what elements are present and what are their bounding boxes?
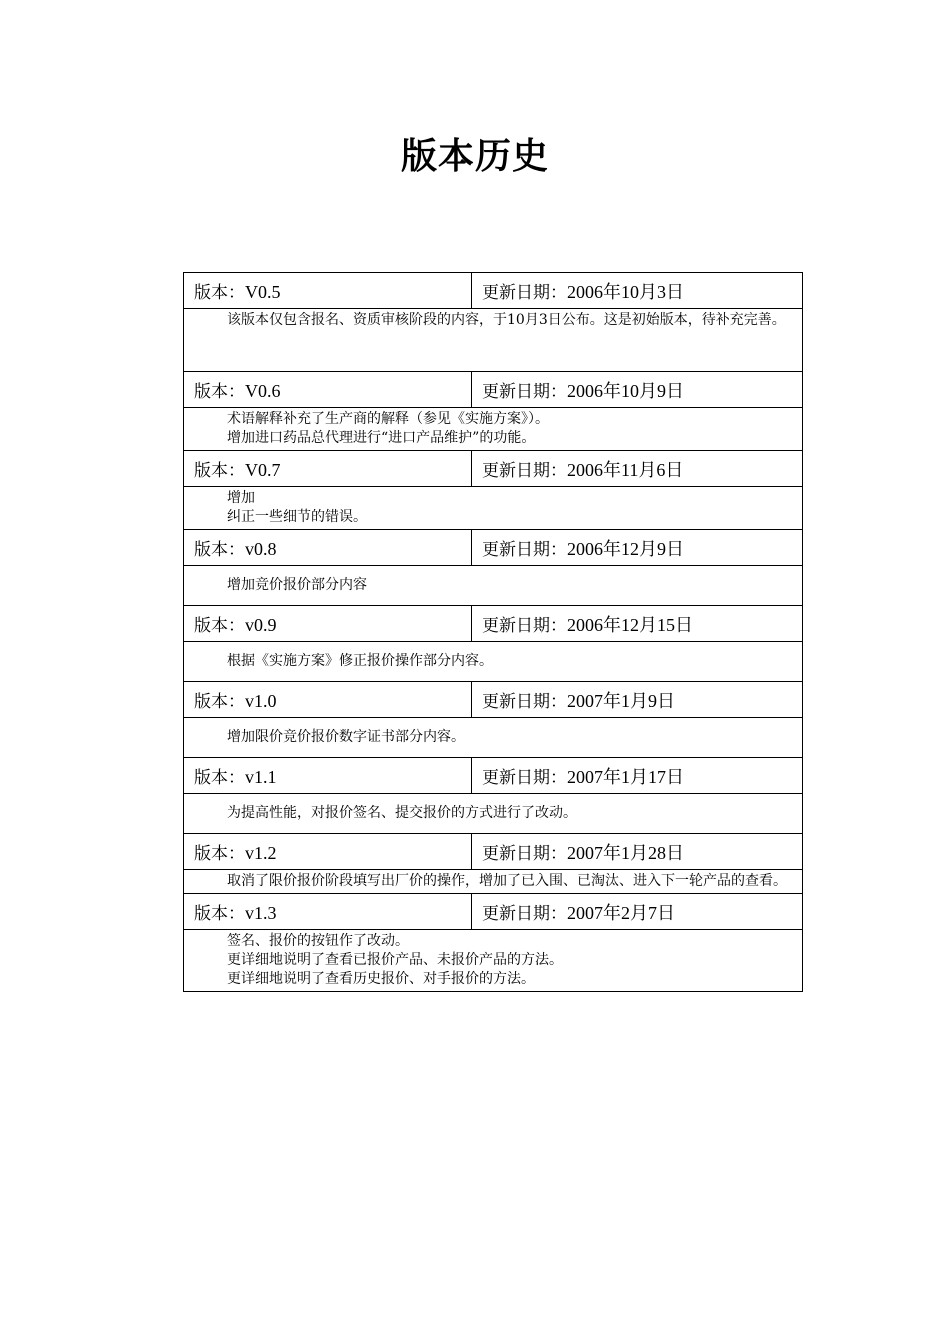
note-line: 签名、报价的按钮作了改动。 [227,933,409,949]
version-cell [184,894,472,930]
note-line: 增加进口药品总代理进行“进口产品维护”的功能。 [227,430,536,446]
date-cell [472,834,803,870]
date-value: 2007年1月9日 [567,690,675,711]
version-label: 版本： [194,616,245,636]
date-cell [472,273,803,309]
date-value: 2006年10月9日 [567,380,684,401]
version-header-row [184,451,803,487]
version-value: V0.6 [245,381,281,401]
date-cell [472,606,803,642]
version-value: V0.7 [245,460,281,480]
version-cell [184,682,472,718]
date-value: 2007年1月17日 [567,766,684,787]
version-header-row [184,682,803,718]
date-cell [472,451,803,487]
date-label: 更新日期： [482,691,567,712]
version-header-row [184,758,803,794]
version-value: v0.9 [245,615,277,635]
version-value: V0.5 [245,282,281,302]
version-cell [184,606,472,642]
version-notes-row [184,642,803,682]
version-cell [184,372,472,408]
date-value: 2006年12月9日 [567,538,684,559]
date-value: 2007年1月28日 [567,842,684,863]
version-label: 版本： [194,540,245,560]
notes-cell [184,870,803,894]
version-cell [184,273,472,309]
version-label: 版本： [194,692,245,712]
date-label: 更新日期： [482,843,567,864]
date-cell [472,894,803,930]
notes-cell [184,930,803,992]
note-line: 取消了限价报价阶段填写出厂价的操作，增加了已入围、已淘汰、进入下一轮产品的查看。 [227,873,787,889]
date-cell [472,530,803,566]
note-line: 纠正一些细节的错误。 [227,509,367,525]
notes-cell [184,487,803,530]
version-label: 版本： [194,844,245,864]
date-label: 更新日期： [482,767,567,788]
note-line: 该版本仅包含报名、资质审核阶段的内容，于10月3日公布。这是初始版本，待补充完善。 [227,312,786,328]
version-header-row [184,894,803,930]
version-notes-row [184,566,803,606]
version-notes-row [184,870,803,894]
version-value: v0.8 [245,539,277,559]
note-line: 根据《实施方案》修正报价操作部分内容。 [227,653,493,669]
page-title: 版本历史 [400,136,549,177]
version-cell [184,834,472,870]
version-value: v1.0 [245,691,277,711]
notes-cell [184,309,803,372]
date-label: 更新日期： [482,460,567,481]
notes-cell [184,794,803,834]
version-header-row [184,273,803,309]
notes-cell [184,408,803,451]
date-value: 2007年2月7日 [567,902,675,923]
version-notes-row [184,794,803,834]
date-label: 更新日期： [482,903,567,924]
version-value: v1.3 [245,903,277,923]
version-notes-row [184,487,803,530]
date-cell [472,758,803,794]
notes-cell [184,566,803,606]
note-line: 增加竞价报价部分内容 [227,577,367,593]
version-label: 版本： [194,461,245,481]
version-value: v1.1 [245,767,277,787]
date-value: 2006年10月3日 [567,281,684,302]
version-cell [184,451,472,487]
note-line: 更详细地说明了查看已报价产品、未报价产品的方法。 [227,952,563,968]
version-notes-row [184,930,803,992]
note-line: 术语解释补充了生产商的解释（参见《实施方案》）。 [227,411,549,427]
date-label: 更新日期： [482,539,567,560]
date-label: 更新日期： [482,282,567,303]
version-notes-row [184,718,803,758]
date-label: 更新日期： [482,615,567,636]
note-line: 为提高性能，对报价签名、提交报价的方式进行了改动。 [227,805,577,821]
version-cell [184,530,472,566]
note-line: 更详细地说明了查看历史报价、对手报价的方法。 [227,971,535,987]
notes-cell [184,718,803,758]
version-value: v1.2 [245,843,277,863]
version-cell [184,758,472,794]
version-notes-row [184,408,803,451]
version-label: 版本： [194,904,245,924]
version-notes-row [184,309,803,372]
date-label: 更新日期： [482,381,567,402]
version-history-table [183,272,803,992]
version-header-row [184,372,803,408]
date-value: 2006年11月6日 [567,459,684,480]
version-header-row [184,606,803,642]
version-label: 版本： [194,382,245,402]
version-history-body [184,273,803,992]
notes-cell [184,642,803,682]
version-label: 版本： [194,768,245,788]
note-line: 增加限价竞价报价数字证书部分内容。 [227,729,465,745]
version-label: 版本： [194,283,245,303]
version-header-row [184,834,803,870]
note-line: 增加 [227,490,255,506]
version-header-row [184,530,803,566]
date-cell [472,372,803,408]
date-value: 2006年12月15日 [567,614,693,635]
date-cell [472,682,803,718]
